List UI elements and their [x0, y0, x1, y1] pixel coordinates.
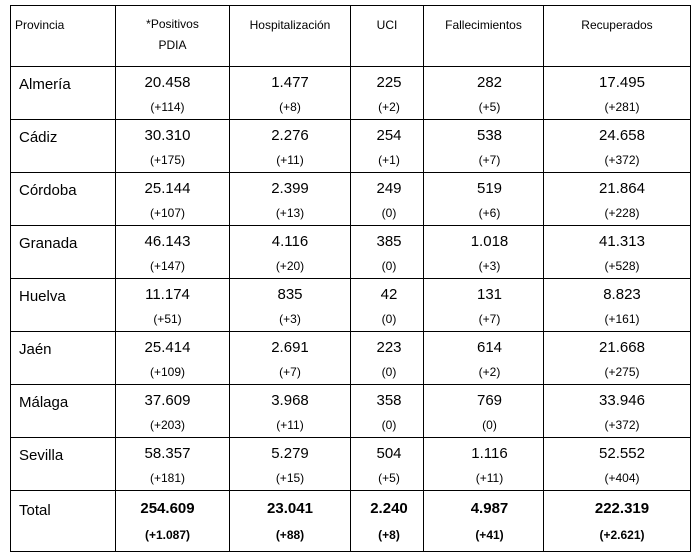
- uci-delta: (0): [381, 312, 397, 326]
- positivos-cell: [116, 226, 230, 279]
- total-hospitalizacion-cell: [230, 491, 351, 552]
- total-positivos-cell: [116, 491, 230, 552]
- fallecimientos-delta: (+5): [478, 100, 501, 114]
- recuperados-value: 52.552: [599, 445, 645, 462]
- fallecimientos-delta: (+11): [475, 471, 504, 485]
- positivos-value: 58.357: [144, 445, 191, 462]
- recuperados-cell: [544, 332, 691, 385]
- hospitalizacion-value: 2.399: [271, 180, 309, 197]
- fallecimientos-value: 769: [476, 392, 503, 409]
- total-hospitalizacion-value: 23.041: [267, 500, 313, 517]
- hospitalizacion-value: 4.116: [271, 233, 309, 250]
- recuperados-value: 33.946: [599, 392, 645, 409]
- recuperados-value: 21.864: [599, 180, 645, 197]
- positivos-cell: [116, 120, 230, 173]
- recuperados-cell: [544, 173, 691, 226]
- uci-delta: (+1): [378, 153, 400, 167]
- recuperados-delta: (+281): [604, 100, 640, 114]
- uci-value: 358: [376, 392, 402, 409]
- fallecimientos-cell: [424, 385, 544, 438]
- fallecimientos-value: 538: [476, 127, 503, 144]
- total-recuperados-delta: (+2.621): [599, 528, 645, 542]
- province-name: Huelva: [11, 279, 116, 332]
- fallecimientos-cell: [424, 332, 544, 385]
- uci-value: 223: [376, 339, 402, 356]
- hospitalizacion-cell: [230, 385, 351, 438]
- province-name: Granada: [11, 226, 116, 279]
- uci-value: 225: [376, 74, 402, 91]
- uci-cell: [351, 438, 424, 491]
- table-row: [11, 67, 691, 120]
- province-name: Sevilla: [11, 438, 116, 491]
- total-label: Total: [11, 491, 116, 552]
- hospitalizacion-value: 835: [277, 286, 303, 303]
- uci-delta: (0): [381, 365, 397, 379]
- uci-value: 42: [380, 286, 398, 303]
- positivos-cell: [116, 67, 230, 120]
- hospitalizacion-delta: (+13): [275, 206, 305, 220]
- hospitalizacion-cell: [230, 279, 351, 332]
- positivos-delta: (+114): [150, 100, 185, 114]
- positivos-delta: (+147): [149, 259, 186, 273]
- hospitalizacion-cell: [230, 438, 351, 491]
- hospitalizacion-cell: [230, 67, 351, 120]
- recuperados-value: 8.823: [603, 286, 641, 303]
- hospitalizacion-delta: (+3): [279, 312, 301, 326]
- recuperados-cell: [544, 120, 691, 173]
- total-fallecimientos-cell: [424, 491, 544, 552]
- positivos-delta: (+109): [149, 365, 186, 379]
- positivos-cell: [116, 385, 230, 438]
- total-fallecimientos-value: 4.987: [470, 500, 509, 517]
- province-name: Jaén: [11, 332, 116, 385]
- hospitalizacion-cell: [230, 173, 351, 226]
- fallecimientos-value: 282: [476, 74, 503, 91]
- uci-value: 504: [376, 445, 402, 462]
- positivos-delta: (+107): [149, 206, 186, 220]
- uci-cell: [351, 173, 424, 226]
- fallecimientos-delta: (+7): [478, 312, 501, 326]
- total-uci-value: 2.240: [370, 500, 408, 517]
- uci-delta: (0): [381, 206, 397, 220]
- fallecimientos-value: 131: [476, 286, 503, 303]
- recuperados-value: 21.668: [599, 339, 645, 356]
- hospitalizacion-cell: [230, 332, 351, 385]
- hospitalizacion-value: 5.279: [271, 445, 309, 462]
- hospitalizacion-delta: (+11): [276, 153, 304, 167]
- table-row: [11, 173, 691, 226]
- positivos-delta: (+181): [149, 471, 186, 485]
- recuperados-value: 17.495: [599, 74, 645, 91]
- fallecimientos-cell: [424, 438, 544, 491]
- fallecimientos-delta: (+2): [478, 365, 501, 379]
- positivos-cell: [116, 173, 230, 226]
- hospitalizacion-delta: (+8): [279, 100, 301, 114]
- fallecimientos-value: 1.116: [471, 445, 508, 462]
- fallecimientos-cell: [424, 67, 544, 120]
- fallecimientos-cell: [424, 279, 544, 332]
- province-name: Málaga: [11, 385, 116, 438]
- recuperados-delta: (+404): [604, 471, 640, 485]
- positivos-cell: [116, 279, 230, 332]
- province-name: Córdoba: [11, 173, 116, 226]
- header-fallecimientos: Fallecimientos: [424, 6, 544, 67]
- positivos-delta: (+203): [149, 418, 186, 432]
- hospitalizacion-delta: (+20): [275, 259, 305, 273]
- total-uci-cell: [351, 491, 424, 552]
- hospitalizacion-cell: [230, 226, 351, 279]
- positivos-value: 25.414: [144, 339, 191, 356]
- uci-cell: [351, 332, 424, 385]
- positivos-cell: [116, 332, 230, 385]
- positivos-cell: [116, 438, 230, 491]
- table-row: [11, 438, 691, 491]
- header-provincia: Provincia: [11, 6, 116, 67]
- fallecimientos-delta: (0): [482, 418, 497, 432]
- recuperados-cell: [544, 438, 691, 491]
- hospitalizacion-value: 3.968: [271, 392, 309, 409]
- fallecimientos-value: 614: [476, 339, 503, 356]
- recuperados-delta: (+528): [604, 259, 640, 273]
- fallecimientos-delta: (+3): [478, 259, 501, 273]
- total-positivos-value: 254.609: [140, 500, 195, 517]
- uci-value: 254: [376, 127, 402, 144]
- hospitalizacion-delta: (+11): [276, 418, 304, 432]
- recuperados-cell: [544, 385, 691, 438]
- header-recuperados: Recuperados: [544, 6, 691, 67]
- header-positivos: *Positivos PDIA: [116, 6, 230, 67]
- fallecimientos-delta: (+7): [478, 153, 501, 167]
- fallecimientos-cell: [424, 173, 544, 226]
- uci-value: 249: [376, 180, 402, 197]
- fallecimientos-value: 1.018: [470, 233, 509, 250]
- positivos-delta: (+175): [149, 153, 186, 167]
- uci-cell: [351, 385, 424, 438]
- total-row: [11, 491, 691, 552]
- header-uci: UCI: [351, 6, 424, 67]
- header-row: [11, 6, 691, 67]
- hospitalizacion-value: 2.691: [271, 339, 309, 356]
- province-name: Cádiz: [11, 120, 116, 173]
- positivos-value: 30.310: [144, 127, 191, 144]
- total-fallecimientos-delta: (+41): [475, 528, 504, 542]
- total-hospitalizacion-delta: (+88): [275, 528, 305, 542]
- table-row: [11, 279, 691, 332]
- fallecimientos-value: 519: [476, 180, 503, 197]
- total-recuperados-value: 222.319: [594, 500, 650, 517]
- positivos-value: 11.174: [145, 286, 190, 303]
- recuperados-cell: [544, 67, 691, 120]
- positivos-value: 20.458: [144, 74, 191, 91]
- positivos-delta: (+51): [153, 312, 182, 326]
- header-hospitalizacion: Hospitalización: [230, 6, 351, 67]
- positivos-value: 46.143: [144, 233, 191, 250]
- total-positivos-delta: (+1.087): [144, 528, 191, 542]
- uci-delta: (+2): [378, 100, 400, 114]
- fallecimientos-cell: [424, 226, 544, 279]
- positivos-value: 37.609: [144, 392, 191, 409]
- recuperados-cell: [544, 226, 691, 279]
- hospitalizacion-delta: (+15): [275, 471, 305, 485]
- uci-cell: [351, 279, 424, 332]
- uci-cell: [351, 120, 424, 173]
- hospitalizacion-value: 1.477: [271, 74, 309, 91]
- recuperados-delta: (+161): [604, 312, 640, 326]
- total-uci-delta: (+8): [378, 528, 400, 542]
- table-row: [11, 120, 691, 173]
- uci-delta: (0): [381, 418, 397, 432]
- hospitalizacion-value: 2.276: [271, 127, 309, 144]
- province-name: Almería: [11, 67, 116, 120]
- recuperados-delta: (+372): [604, 418, 640, 432]
- fallecimientos-delta: (+6): [478, 206, 501, 220]
- recuperados-cell: [544, 279, 691, 332]
- uci-cell: [351, 67, 424, 120]
- uci-delta: (0): [381, 259, 397, 273]
- uci-delta: (+5): [378, 471, 400, 485]
- uci-value: 385: [376, 233, 402, 250]
- recuperados-delta: (+228): [604, 206, 640, 220]
- hospitalizacion-cell: [230, 120, 351, 173]
- positivos-value: 25.144: [144, 180, 191, 197]
- table-row: [11, 332, 691, 385]
- uci-cell: [351, 226, 424, 279]
- table-row: [11, 385, 691, 438]
- table-row: [11, 226, 691, 279]
- recuperados-delta: (+372): [604, 153, 640, 167]
- recuperados-value: 24.658: [599, 127, 645, 144]
- recuperados-value: 41.313: [599, 233, 645, 250]
- total-recuperados-cell: [544, 491, 691, 552]
- recuperados-delta: (+275): [604, 365, 640, 379]
- fallecimientos-cell: [424, 120, 544, 173]
- hospitalizacion-delta: (+7): [279, 365, 301, 379]
- provincial-stats-table: [10, 5, 691, 552]
